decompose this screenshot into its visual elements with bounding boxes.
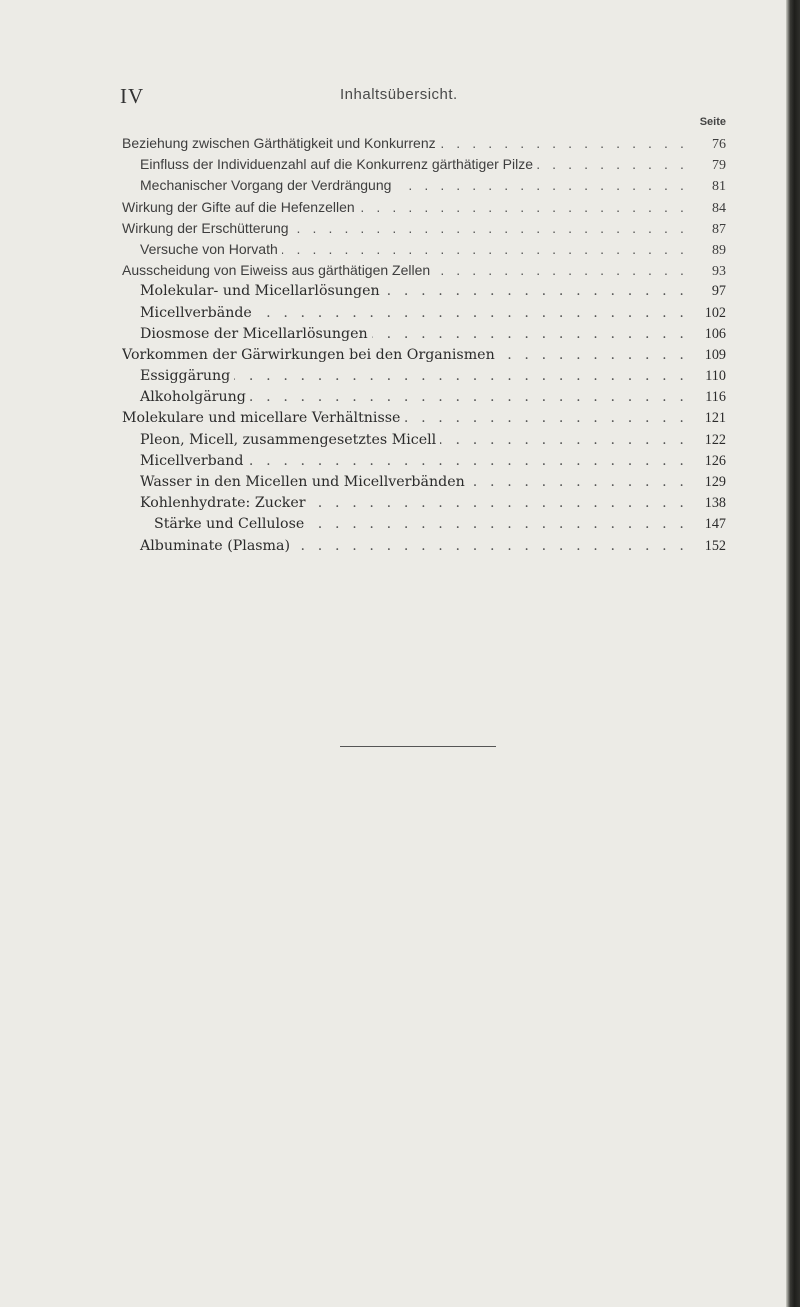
toc-entry: [122, 260, 726, 281]
dot-leader: [293, 218, 688, 239]
dot-leader: [440, 133, 688, 154]
book-binding-edge: [786, 0, 800, 1307]
toc-entry-page: 79: [712, 158, 726, 174]
dot-leader: [499, 345, 688, 366]
dot-leader: [234, 366, 688, 387]
toc-entry-page: 93: [712, 264, 726, 280]
toc-entry-page: 116: [705, 389, 726, 406]
dot-leader: [372, 324, 688, 345]
toc-entry-page: 87: [712, 221, 726, 237]
toc-entry-page: 126: [704, 452, 726, 469]
toc-entry-title: Wirkung der Gifte auf die Hefenzellen: [122, 198, 355, 215]
toc-entry: [122, 133, 726, 154]
toc-entry-title: Wasser in den Micellen und Micellverbänden: [140, 474, 465, 490]
dot-leader: [250, 387, 688, 408]
dot-leader: [359, 197, 688, 218]
dot-leader: [384, 281, 688, 302]
toc-entry-page: 109: [704, 346, 726, 363]
toc-entry-title: Wirkung der Erschütterung: [122, 219, 289, 236]
toc-entry-title: Kohlenhydrate: Zucker: [140, 495, 306, 512]
toc-entry: [122, 345, 726, 366]
toc-entry: [122, 197, 726, 218]
running-header: [120, 84, 720, 108]
toc-entry-title: Diosmose der Micellarlösungen: [140, 325, 368, 342]
dot-leader: [404, 408, 688, 429]
dot-leader: [440, 430, 688, 451]
toc-entry-page: 147: [704, 516, 726, 533]
toc-entry: [122, 451, 726, 472]
dot-leader: [282, 239, 688, 260]
toc-entry-title: Vorkommen der Gärwirkungen bei den Organismen: [122, 346, 495, 363]
toc-entry-page: 76: [712, 137, 726, 152]
toc-entry-page: 110: [705, 368, 726, 385]
toc-entry: [122, 408, 726, 429]
toc-entry-page: 121: [704, 410, 726, 427]
toc-entry-page: 129: [704, 474, 726, 490]
toc-entry: [122, 281, 726, 302]
toc-entry-title: Alkoholgärung: [140, 389, 246, 406]
toc-entry-page: 152: [704, 537, 726, 554]
dot-leader: [434, 260, 688, 281]
toc-entry-title: Essiggärung: [140, 368, 231, 385]
toc-entry-title: Albuminate (Plasma): [140, 537, 291, 554]
toc-entry-title: Micellverband: [140, 452, 244, 469]
dot-leader: [247, 451, 688, 472]
toc-entry-page: 89: [712, 242, 726, 258]
dot-leader: [256, 303, 688, 324]
toc-entry-page: 97: [711, 283, 726, 300]
toc-entry-page: 122: [704, 431, 726, 448]
toc-entry-title: Molekulare und micellare Verhältnisse: [122, 410, 401, 427]
section-divider: [340, 746, 496, 747]
toc-entry-page: 106: [704, 325, 726, 342]
toc-entry-title: Beziehung zwischen Gärthätigkeit und Konkurrenz: [122, 135, 436, 151]
page-number: IV: [120, 84, 145, 108]
toc-entry: [122, 493, 726, 514]
toc-entry: [122, 303, 726, 324]
dot-leader: [537, 154, 688, 175]
toc-entry-page: 81: [712, 179, 726, 195]
toc-entry-title: Versuche von Horvath: [140, 240, 278, 257]
toc-entry: [122, 387, 726, 408]
toc-entry: [122, 536, 726, 557]
toc-entry: [122, 366, 726, 387]
toc-entry: [122, 239, 726, 260]
dot-leader: [395, 175, 688, 196]
toc-entry: [122, 472, 726, 493]
dot-leader: [310, 493, 688, 514]
toc-entry-title: Ausscheidung von Eiweiss aus gärthätigen Zellen: [122, 262, 431, 279]
running-title: Inhaltsübersicht.: [340, 86, 458, 103]
toc-entry: [122, 218, 726, 239]
toc-entry: [122, 175, 726, 196]
toc-entry-title: Molekular- und Micellarlösungen: [140, 283, 380, 300]
toc-entry-page: 84: [712, 200, 726, 216]
dot-leader: [294, 536, 688, 557]
toc-entry: [122, 514, 726, 535]
toc-entry-page: 138: [704, 495, 726, 512]
toc-entry-title: Mechanischer Vorgang der Verdrängung: [140, 177, 392, 194]
toc-entry-page: 102: [704, 304, 726, 321]
page-column-label: Seite: [699, 116, 726, 128]
toc-entry-title: Stärke und Cellulose: [154, 516, 305, 533]
toc-entry-title: Pleon, Micell, zusammengesetztes Micell: [140, 431, 437, 448]
toc-entry: [122, 154, 726, 175]
toc-entry: [122, 324, 726, 345]
dot-leader: [308, 514, 688, 535]
table-of-contents: [122, 133, 726, 557]
toc-entry-title: Micellverbände: [140, 304, 252, 321]
toc-entry: [122, 430, 726, 451]
dot-leader: [469, 472, 688, 493]
toc-entry-title: Einfluss der Individuenzahl auf die Konkurrenz gärthätiger Pilze: [140, 156, 534, 173]
